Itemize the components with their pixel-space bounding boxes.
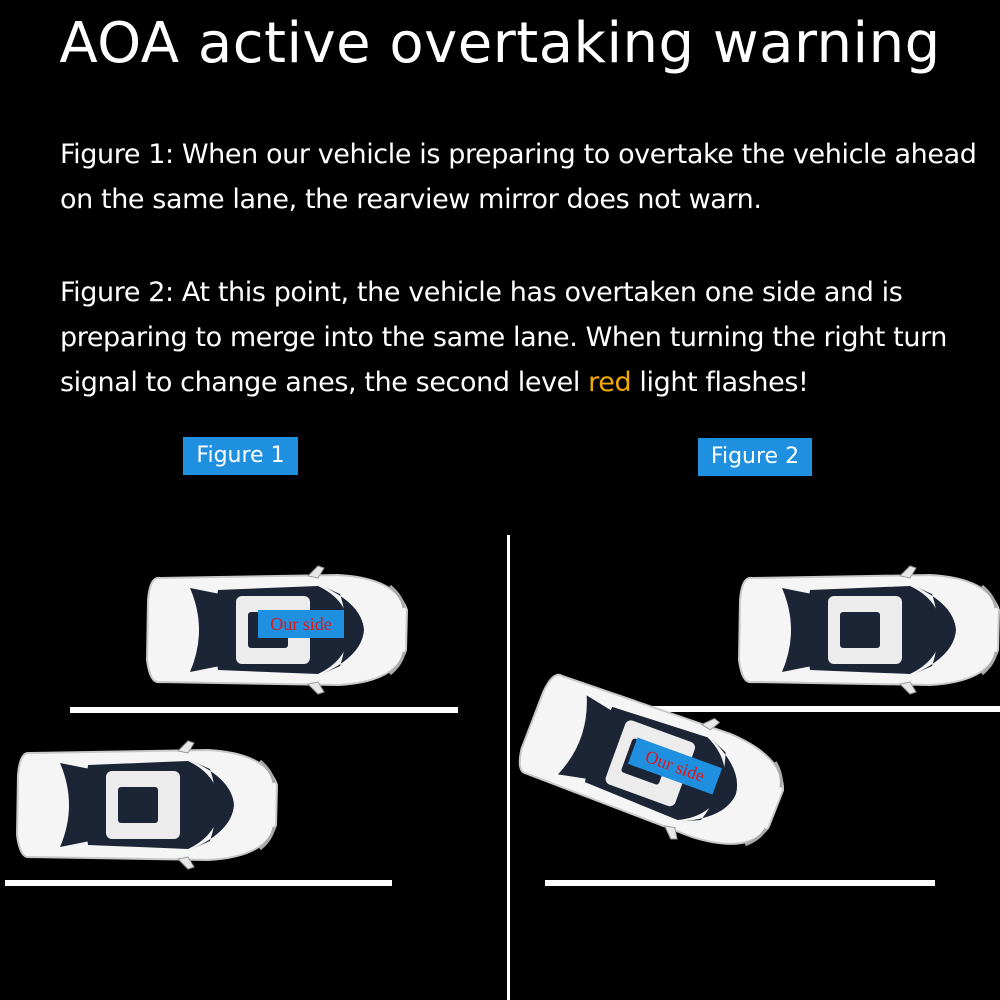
fig1-other-car: [17, 741, 277, 869]
page-title: AOA active overtaking warning: [59, 11, 941, 76]
red-highlight-word: red: [588, 367, 632, 398]
our-side-tag-fig1: Our side: [258, 610, 344, 638]
figure1-label: Figure 1: [183, 437, 298, 475]
description-text-after: light flashes!: [631, 367, 809, 398]
figure1-description: Figure 1: When our vehicle is preparing to overtake the vehicle ahead on the same lane, the rearview mirror does not warn.: [60, 139, 977, 215]
fig2-other-car: [739, 566, 999, 694]
figure2-label: Figure 2: [698, 438, 812, 476]
our-side-tag-fig2: Our side: [628, 737, 722, 794]
description-text-before: Figure 2: At this point, the vehicle has overtaken one side and is preparing to merge into the same lane. When turning the right turn signal to change anes, the second level: [60, 277, 948, 398]
